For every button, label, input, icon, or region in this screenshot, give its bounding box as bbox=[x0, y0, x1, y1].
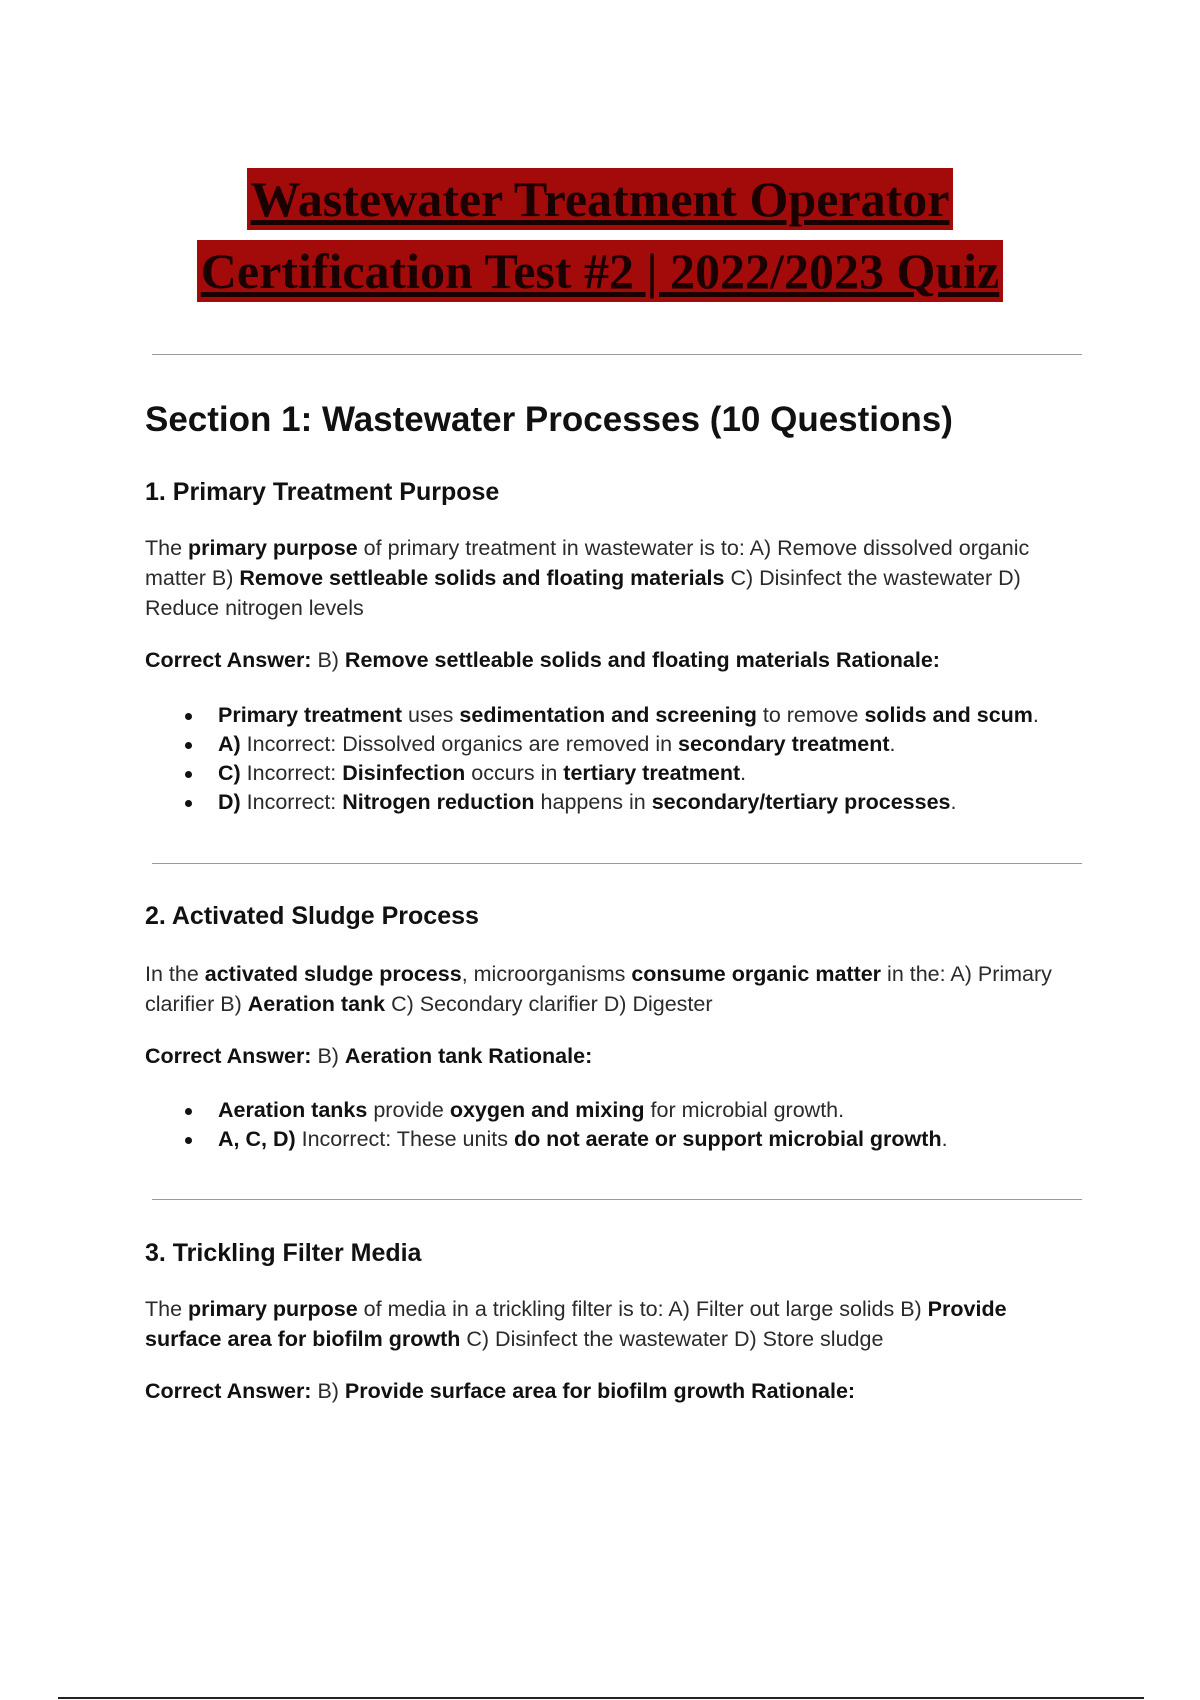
divider bbox=[152, 1199, 1082, 1200]
question-3-title: 3. Trickling Filter Media bbox=[145, 1239, 422, 1267]
question-2-answer: Correct Answer: B) Aeration tank Rationale: bbox=[145, 1044, 593, 1068]
section-title: Section 1: Wastewater Processes (10 Questions) bbox=[145, 400, 953, 439]
title-line-2: Certification Test #2 | 2022/2023 Quiz bbox=[197, 240, 1003, 302]
divider bbox=[152, 863, 1082, 864]
list-item: A) Incorrect: Dissolved organics are removed in secondary treatment. bbox=[145, 730, 1105, 759]
list-item: D) Incorrect: Nitrogen reduction happens in secondary/tertiary processes. bbox=[145, 788, 1105, 817]
list-item: Aeration tanks provide oxygen and mixing for microbial growth. bbox=[145, 1096, 1105, 1125]
document-title bbox=[0, 168, 1200, 302]
list-item: A, C, D) Incorrect: These units do not aerate or support microbial growth. bbox=[145, 1125, 1105, 1154]
question-1-rationale-list bbox=[145, 701, 1105, 817]
question-3-text: The primary purpose of media in a trickling filter is to: A) Filter out large solids B) Provide surface area for biofilm growth C) Disinfect the wastewater D) Store sludge bbox=[145, 1297, 1007, 1351]
divider bbox=[152, 354, 1082, 355]
question-1-title: 1. Primary Treatment Purpose bbox=[145, 478, 500, 506]
list-item: Primary treatment uses sedimentation and screening to remove solids and scum. bbox=[145, 701, 1105, 730]
question-1-text: The primary purpose of primary treatment in wastewater is to: A) Remove dissolved organic matter B) Remove settleable solids and floating materials C) Disinfect the wastewater D) Reduce nitrogen levels bbox=[145, 536, 1030, 620]
list-item: C) Incorrect: Disinfection occurs in tertiary treatment. bbox=[145, 759, 1105, 788]
question-3-answer: Correct Answer: B) Provide surface area for biofilm growth Rationale: bbox=[145, 1379, 856, 1403]
question-1-answer: Correct Answer: B) Remove settleable solids and floating materials Rationale: bbox=[145, 648, 940, 672]
question-2-rationale-list bbox=[145, 1096, 1105, 1154]
title-line-1: Wastewater Treatment Operator bbox=[247, 168, 954, 230]
page-bottom-rule bbox=[58, 1697, 1144, 1699]
question-2-title: 2. Activated Sludge Process bbox=[145, 902, 479, 930]
question-2-text: In the activated sludge process, microorganisms consume organic matter in the: A) Primary clarifier B) Aeration tank C) Secondary clarifier D) Digester bbox=[145, 962, 1052, 1016]
